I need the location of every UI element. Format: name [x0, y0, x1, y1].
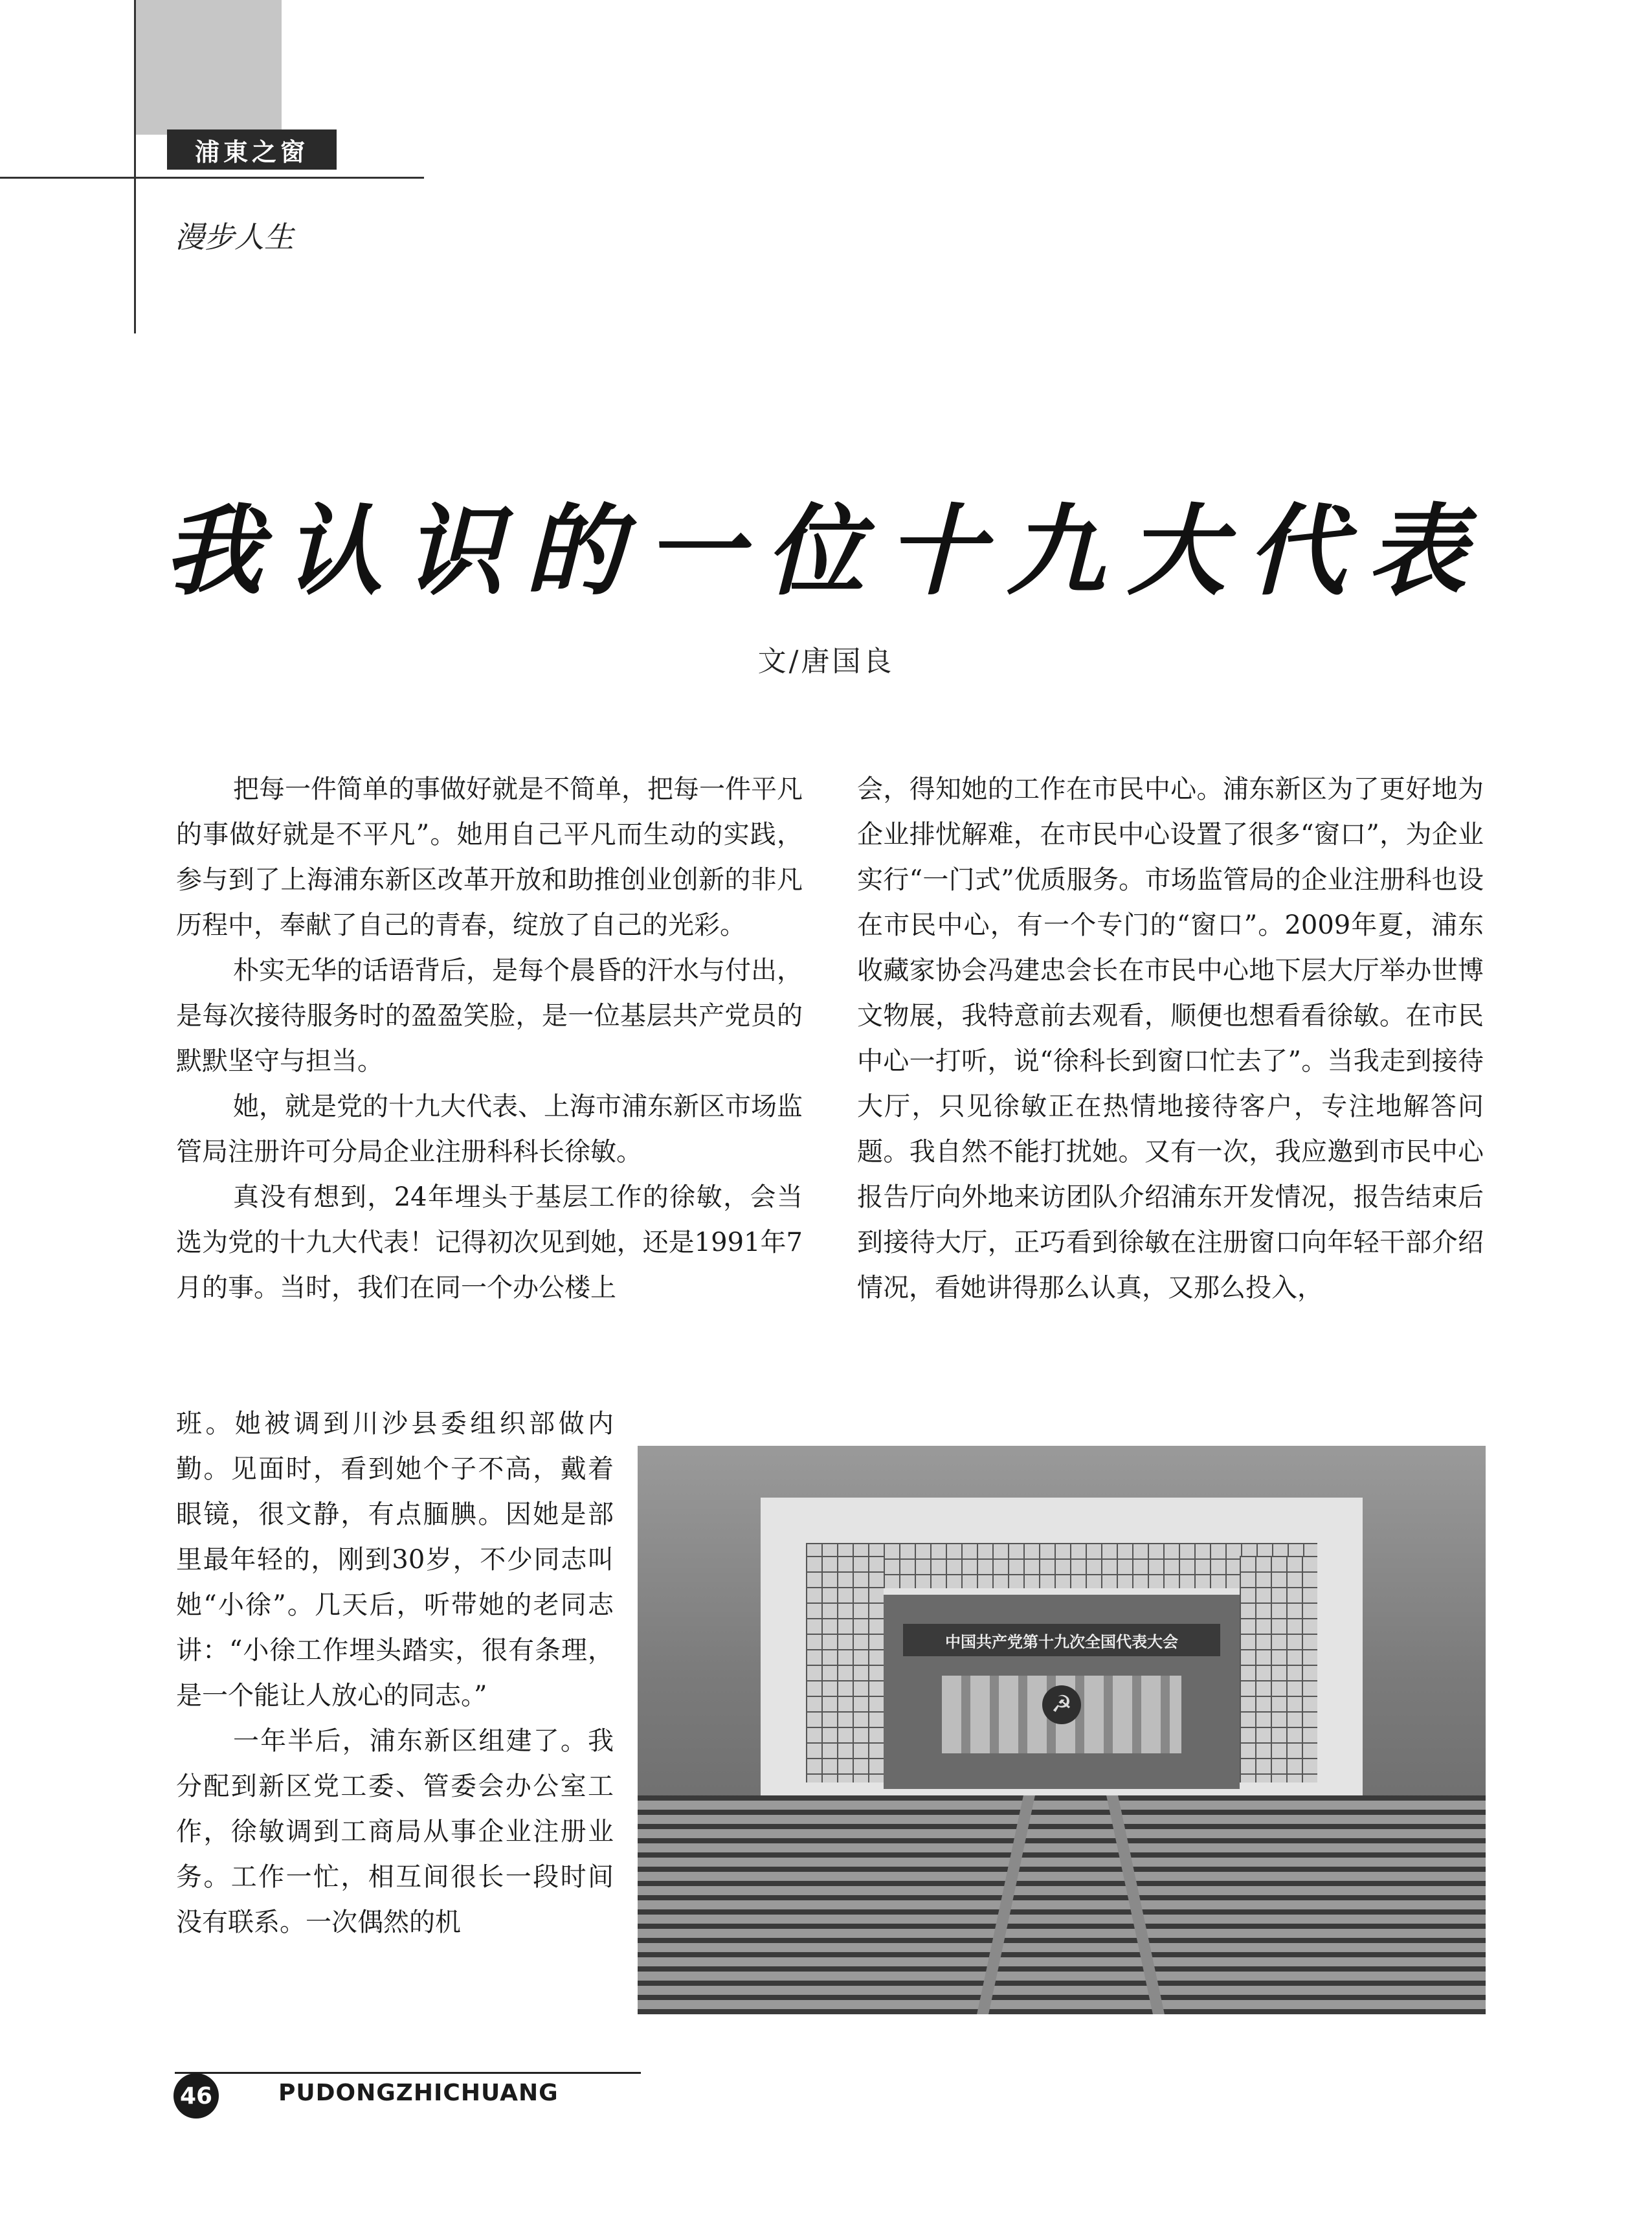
left-column-top: [176, 767, 803, 1310]
paragraph: 会，得知她的工作在市民中心。浦东新区为了更好地为企业排忧解难，在市民中心设置了很多“窗口”，为企业实行“一门式”优质服务。市场监管局的企业注册科也设在市民中心，有一个专门的“窗口”。2009年夏，浦东收藏家协会冯建忠会长在市民中心地下层大厅举办世博文物展，我特意前去观看，顺便也想看看徐敏。在市民中心一打听，说“徐科长到窗口忙去了”。当我走到接待大厅，只见徐敏正在热情地接待客户，专注地解答问题。我自然不能打扰她。又有一次，我应邀到市民中心报告厅向外地来访团队介绍浦东开发情况，报告结束后到接待大厅，正巧看到徐敏在注册窗口向年轻干部介绍情况，看她讲得那么认真，又那么投入，: [857, 774, 1484, 1303]
section-label: 漫步人生: [175, 219, 294, 254]
paragraph: 一年半后，浦东新区组建了。我分配到新区党工委、管委会办公室工作，徐敏调到工商局从事企业注册业务。工作一忙，相互间很长一段时间没有联系。一次偶然的机: [176, 1726, 614, 1937]
article-title: 我认识的一位十九大代表: [164, 493, 1488, 609]
left-wall-grid: [806, 1556, 884, 1782]
magazine-brand-logo: 浦東之窗: [167, 129, 337, 170]
article-byline: 文/唐国良: [757, 645, 895, 678]
party-emblem-icon: ☭: [1042, 1685, 1081, 1724]
paragraph: 班。她被调到川沙县委组织部做内勤。见面时，看到她个子不高，戴着眼镜，很文静，有点腼腆。因她是部里最年轻的，刚到30岁，不少同志叫她“小徐”。几天后，听带她的老同志讲：“小徐工作埋头踏实，很有条理，是一个能让人放心的同志。”: [176, 1409, 614, 1711]
right-wall-grid: [1240, 1556, 1317, 1782]
left-column-bottom: [176, 1401, 614, 1945]
paragraph: 把每一件简单的事做好就是不简单，把每一件平凡的事做好就是不平凡”。她用自己平凡而生动的实践，参与到了上海浦东新区改革开放和助推创业创新的非凡历程中，奉献了自己的青春，绽放了自己的光彩。: [176, 774, 803, 940]
stage-banner: 中国共产党第十九次全国代表大会: [903, 1624, 1220, 1656]
page-number: 46: [173, 2073, 219, 2119]
paragraph: 她，就是党的十九大代表、上海市浦东新区市场监管局注册许可分局企业注册科科长徐敏。: [176, 1092, 803, 1167]
congress-hall-photo: [638, 1446, 1486, 2014]
audience-seats: [638, 1795, 1486, 2014]
paragraph: 朴实无华的话语背后，是每个晨昏的汗水与付出，是每次接待服务时的盈盈笑脸，是一位基层共产党员的默默坚守与担当。: [176, 956, 803, 1076]
footer-brand: PUDONGZHICHUANG: [278, 2080, 559, 2106]
right-column: [857, 767, 1484, 1310]
header-grey-block: [134, 0, 282, 135]
footer-rule: [175, 2072, 641, 2074]
header-vertical-rule: [134, 0, 136, 333]
header-horizontal-rule: [0, 177, 424, 179]
paragraph: 真没有想到，24年埋头于基层工作的徐敏，会当选为党的十九大代表！记得初次见到她，还是1991年7月的事。当时，我们在同一个办公楼上: [176, 1182, 803, 1303]
